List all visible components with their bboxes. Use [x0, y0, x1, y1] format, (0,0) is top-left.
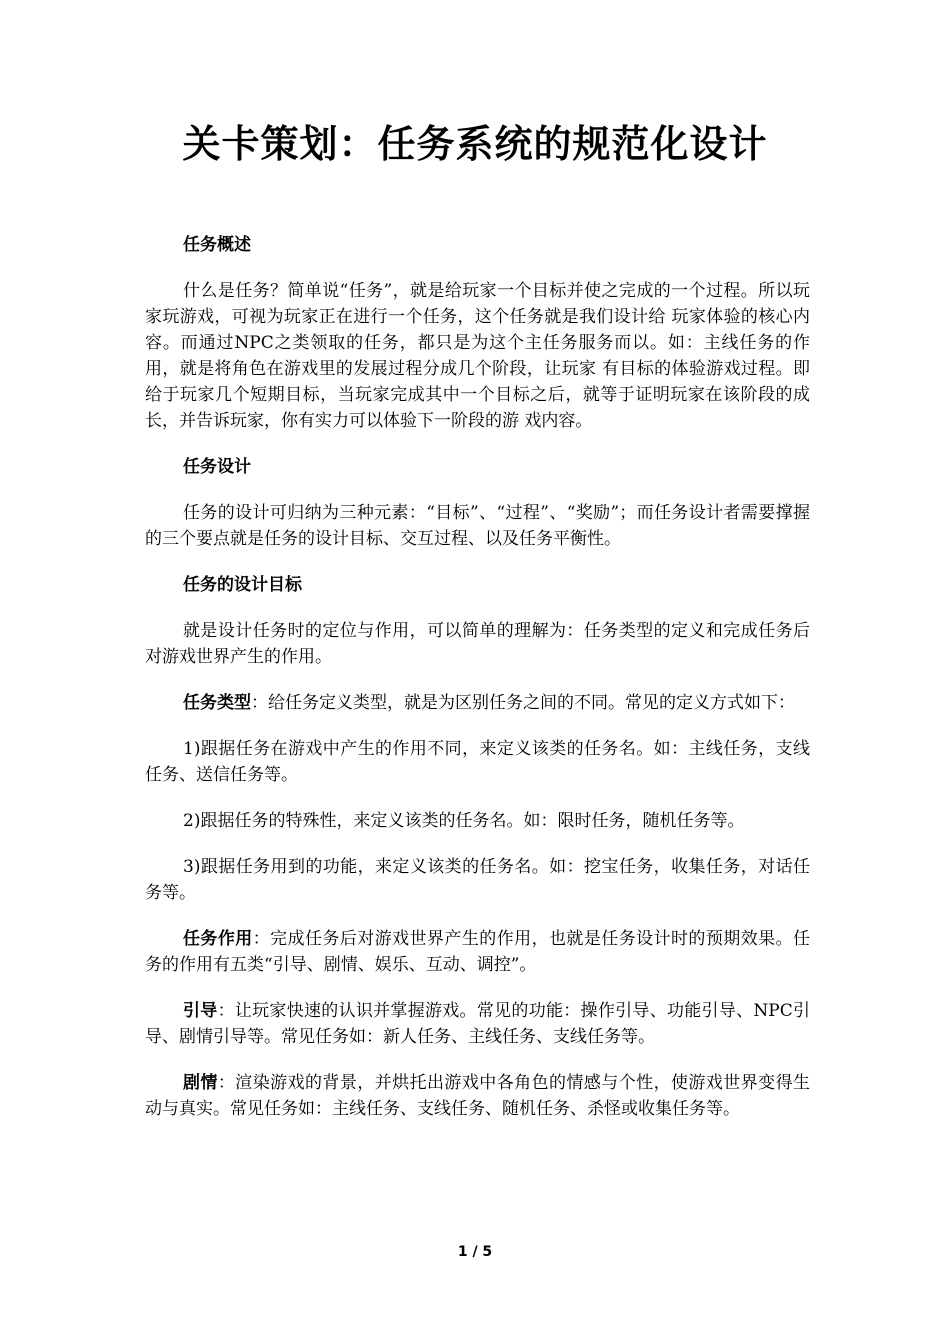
paragraph-type-item-1: 1)跟据任务在游戏中产生的作用不同，来定义该类的任务名。如：主线任务，支线任务、送信任务等。 [145, 739, 810, 785]
paragraph-overview: 什么是任务？简单说“任务”，就是给玩家一个目标并使之完成的一个过程。所以玩家玩游戏，可视为玩家正在进行一个任务，这个任务就是我们设计给 玩家体验的核心内容。而通过NPC之类领取的任务，都只是为这个主任务服务而以。如：主线任务的作用，就是将角色在游戏里的发展过程分成几个阶段，让玩家 有目标的体验游戏过程。即给于玩家几个短期目标，当玩家完成其中一个目标之后，就等于证明玩家在该阶段的成长，并告诉玩家，你有实力可以体验下一阶段的游 戏内容。 [145, 281, 810, 431]
paragraph-design: 任务的设计可归纳为三种元素：“目标”、“过程”、“奖励”；而任务设计者需要撑握的三个要点就是任务的设计目标、交互过程、以及任务平衡性。 [145, 503, 810, 549]
document-title: 关卡策划：任务系统的规范化设计 [182, 122, 768, 166]
paragraph-type-item-2: 2)跟据任务的特殊性，来定义该类的任务名。如：限时任务，随机任务等。 [183, 811, 745, 831]
task-effect-lead: 任务作用 [183, 929, 253, 949]
paragraph-type-item-3: 3)跟据任务用到的功能，来定义该类的任务名。如：挖宝任务，收集任务，对话任务等。 [145, 857, 810, 903]
story-text: ：渲染游戏的背景，并烘托出游戏中各角色的情感与个性，使游戏世界变得生动与真实。常见任务如：主线任务、支线任务、随机任务、杀怪或收集任务等。 [145, 1073, 811, 1119]
paragraph-design-goal: 就是设计任务时的定位与作用，可以简单的理解为：任务类型的定义和完成任务后对游戏世界产生的作用。 [145, 621, 810, 667]
section-heading-overview: 任务概述 [183, 235, 251, 255]
section-heading-design-goal: 任务的设计目标 [183, 575, 302, 595]
task-effect-text: ：完成任务后对游戏世界产生的作用，也就是任务设计时的预期效果。任务的作用有五类“引导、剧情、娱乐、互动、调控”。 [145, 929, 811, 975]
guide-text: ：让玩家快速的认识并掌握游戏。常见的功能：操作引导、功能引导、NPC引导、剧情引导等。常见任务如：新人任务、主线任务、支线任务等。 [145, 1001, 811, 1047]
story-lead: 剧情 [183, 1073, 218, 1093]
section-heading-design: 任务设计 [183, 457, 251, 477]
page-number: 1 / 5 [457, 1244, 493, 1260]
task-type-text: ：给任务定义类型，就是为区别任务之间的不同。常见的定义方式如下： [251, 693, 795, 713]
paragraph-story [145, 1070, 810, 1122]
task-type-lead: 任务类型 [183, 693, 251, 713]
document-body [145, 232, 810, 1142]
paragraph-task-effect [145, 926, 810, 978]
paragraph-task-type [145, 690, 810, 716]
paragraph-guide [145, 998, 810, 1050]
guide-lead: 引导 [183, 1001, 218, 1021]
